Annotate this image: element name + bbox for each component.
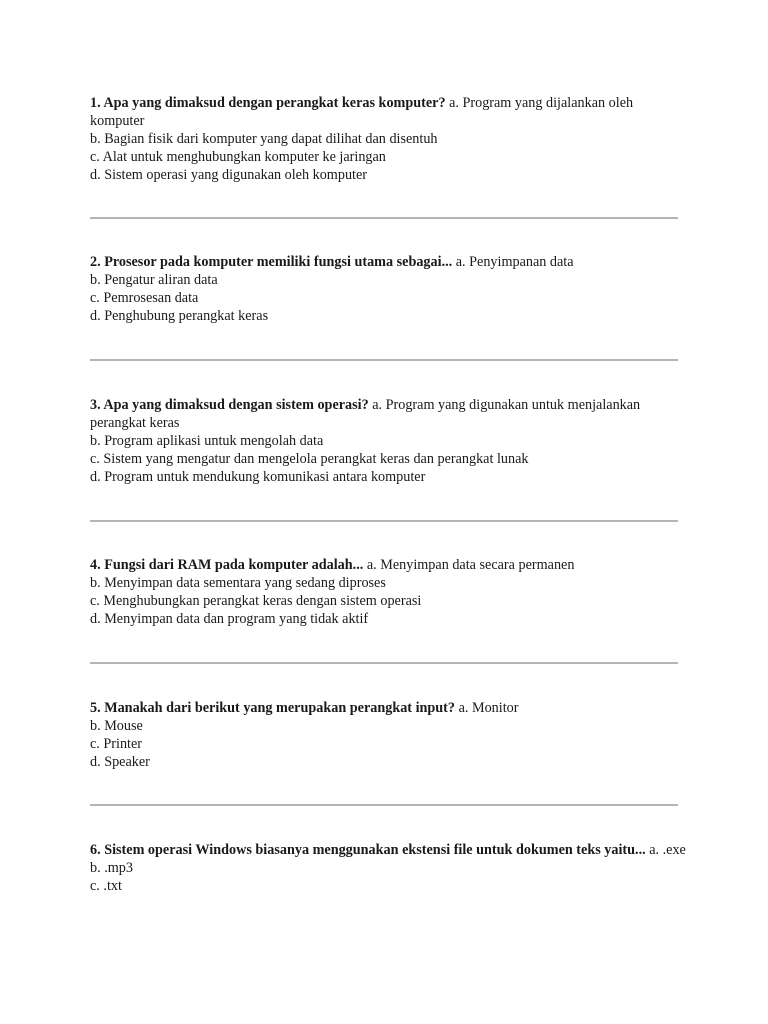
question-3-option-b: b. Program aplikasi untuk mengolah data: [90, 433, 324, 449]
question-2-stem: 2. Prosesor pada komputer memiliki fungsi utama sebagai...: [90, 254, 453, 270]
question-6-stem: 6. Sistem operasi Windows biasanya menggunakan ekstensi file untuk dokumen teks yaitu...: [90, 842, 646, 858]
question-4-option-a: a. Menyimpan data secara permanen: [366, 557, 575, 573]
question-3: [90, 396, 690, 486]
divider-1: [90, 217, 678, 219]
question-3-option-c: c. Sistem yang mengatur dan mengelola perangkat keras dan perangkat lunak: [90, 451, 529, 467]
question-3-option-a: a. Program yang digunakan untuk menjalankan perangkat keras: [90, 397, 641, 431]
question-5-option-d: d. Speaker: [90, 754, 150, 770]
question-1-option-d: d. Sistem operasi yang digunakan oleh komputer: [90, 167, 367, 183]
question-4-stem: 4. Fungsi dari RAM pada komputer adalah...: [90, 557, 364, 573]
question-1-first-line: [90, 94, 690, 130]
question-3-first-line: [90, 396, 690, 432]
question-1-option-b: b. Bagian fisik dari komputer yang dapat dilihat dan disentuh: [90, 131, 438, 147]
question-3-stem: 3. Apa yang dimaksud dengan sistem operasi?: [90, 397, 369, 413]
question-2-option-a: a. Penyimpanan data: [455, 254, 574, 270]
question-2-option-b: b. Pengatur aliran data: [90, 272, 218, 288]
question-6: [90, 841, 690, 895]
question-2-option-d: d. Penghubung perangkat keras: [90, 308, 269, 324]
question-6-first-line: [90, 841, 690, 859]
question-3-option-d: d. Program untuk mendukung komunikasi antara komputer: [90, 469, 426, 485]
divider-2: [90, 359, 678, 361]
question-2-first-line: [90, 253, 690, 271]
divider-5: [90, 804, 678, 806]
question-6-option-b: b. .mp3: [90, 860, 133, 876]
question-4-option-b: b. Menyimpan data sementara yang sedang diproses: [90, 575, 386, 591]
question-1-option-c: c. Alat untuk menghubungkan komputer ke jaringan: [90, 149, 386, 165]
question-5-option-c: c. Printer: [90, 736, 143, 752]
question-1-stem: 1. Apa yang dimaksud dengan perangkat keras komputer?: [90, 95, 446, 111]
question-6-option-a: a. .exe: [649, 842, 686, 858]
divider-4: [90, 662, 678, 664]
question-6-option-c: c. .txt: [90, 878, 122, 894]
question-5-first-line: [90, 699, 690, 717]
question-2: [90, 253, 690, 325]
question-5-option-b: b. Mouse: [90, 718, 143, 734]
question-5-stem: 5. Manakah dari berikut yang merupakan perangkat input?: [90, 700, 456, 716]
question-4: [90, 556, 690, 628]
question-5-option-a: a. Monitor: [458, 700, 519, 716]
question-4-first-line: [90, 556, 690, 574]
question-1-option-a: a. Program yang dijalankan oleh komputer: [90, 95, 634, 129]
question-2-option-c: c. Pemrosesan data: [90, 290, 199, 306]
question-4-option-c: c. Menghubungkan perangkat keras dengan sistem operasi: [90, 593, 422, 609]
divider-3: [90, 520, 678, 522]
question-4-option-d: d. Menyimpan data dan program yang tidak aktif: [90, 611, 369, 627]
question-1: [90, 94, 690, 184]
question-5: [90, 699, 690, 771]
